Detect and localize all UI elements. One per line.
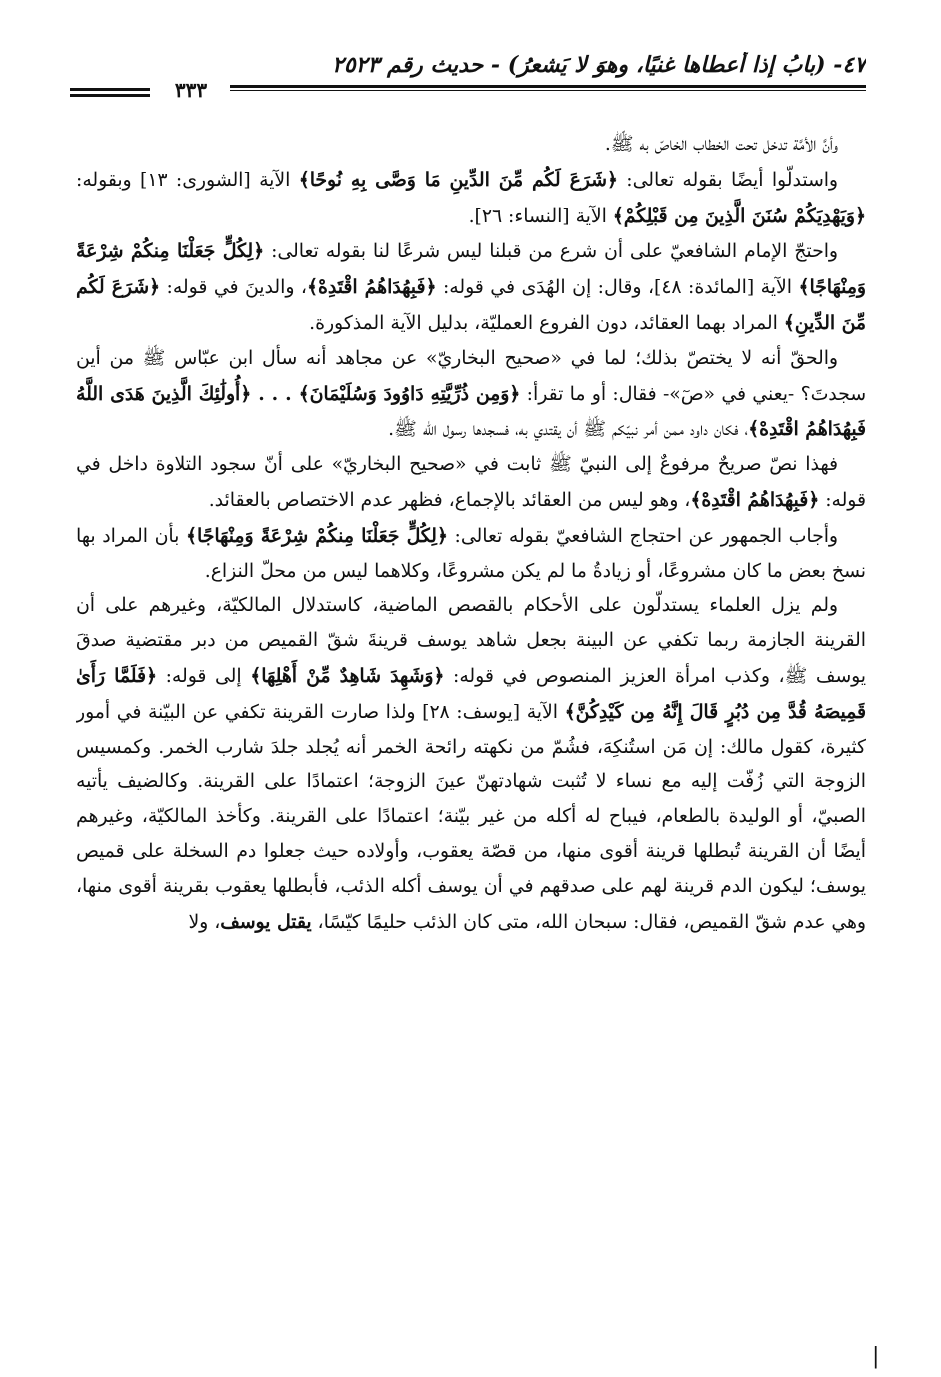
running-header — [70, 52, 866, 100]
text-run: والحقّ أنه لا يختصّ بذلك؛ لما في «صحيح البخاريّ» عن مجاهد أنه سأل ابن عبّاس ﷺ من أين سجدتَ؟ -يعني في «صٓ»- فقال: أو ما تقرأ: — [76, 347, 866, 405]
margin-mark: | — [872, 1344, 880, 1369]
text-run: ، فكان داود ممن أمر نبيّكم ﷺ أن يقتدي به، فسجدها رسول الله ﷺ. — [388, 419, 749, 441]
text-run: الآية [النساء: ٢٦]. — [468, 205, 613, 227]
paragraph — [76, 519, 866, 590]
quran-verse: ﴿وَشَهِدَ شَاهِدٌ مِّنْ أَهْلِهَا﴾ — [250, 664, 445, 687]
header-rule-thick — [230, 85, 866, 88]
paragraph — [76, 589, 866, 940]
text-run: بأن المراد بها نسخ بعض ما كان مشروعًا، أو زيادةُ ما لم يكن مشروعًا، وكلاهما ليس من محلّ النزاع. — [76, 525, 866, 582]
page-number: ٣٣٣ — [156, 78, 226, 102]
text-run: ، ولا — [188, 911, 221, 933]
quran-verse: يقتل يوسف — [220, 910, 312, 933]
text-run: الآية [يوسف: ٢٨] ولذا صارت القرينة تكفي عن البيّنة في أمور كثيرة، كقول مالك: إن مَن استُنكِهَ، فشُمّ من نكهته رائحة الخمر أنه يُجلد جلدَ شارب الخمر. وكمسيس الزوجة التي زُفّت إليه مع نساء لا تُثبت شهادتهنّ عينَ الزوجة؛ اعتمادًا على القرينة. وكالضيف يأتيه الصبيّ، أو الوليدة بالطعام، فيباح له أكله من غير بيّنة؛ اعتمادًا على القرينة. وكأخذ المالكيّة، وغيرهم أيضًا أن القرينة تُبطلها قرينة أقوى منها، من قصّة يعقوب، وأولاده حيث جعلوا دم السخلة على قميص يوسف؛ ليكون الدم قرينة لهم على صدقهم في أن يوسف أكله الذئب، فأبطلها يعقوب بقرينة أقوى منها، وهي عدم شقّ القميص، فقال: سبحان الله، متى كان الذئب حليمًا كيّسًا، — [76, 701, 866, 933]
text-run: ولم يزل العلماء يستدلّون على الأحكام بالقصص الماضية، كاستدلال المالكيّة، وغيرهم على أن القرينة الجازمة ربما تكفي عن البينة بجعل شاهد يوسف قرينةَ شقّ القميص من دبر مقتضية صدقَ يوسف ﷺ، وكذب امرأة العزيز المنصوص في قوله: — [76, 595, 866, 687]
header-rule-thin — [230, 90, 866, 91]
quran-verse: ﴿لِكُلٍّ جَعَلْنَا مِنكُمْ شِرْعَةً وَمِنْهَاجًا﴾ — [76, 240, 866, 299]
paragraph — [76, 163, 866, 235]
text-run: واستدلّوا أيضًا بقوله تعالى: — [617, 169, 839, 191]
quran-verse: ﴿فَبِهُدَاهُمُ اقْتَدِهْ﴾ — [690, 488, 820, 511]
quran-verse: ﴿وَمِن ذُرِّيَّتِهِ دَاوُودَ وَسُلَيْمَانَ﴾ . . . ﴿أُولَٰئِكَ الَّذِينَ هَدَى اللَّهُ فَبِهُدَاهُمُ اقْتَدِهْ﴾ — [76, 382, 866, 441]
paragraph — [76, 342, 866, 448]
text-run: المراد بهما العقائد، دون الفروع العمليّة، بدليل الآية المذكورة. — [309, 312, 784, 334]
text-run: الآية [الشورى: ١٣] وبقوله: — [76, 169, 299, 191]
text-run: ، وهو ليس من العقائد بالإجماع، فظهر عدم الاختصاص بالعقائد. — [208, 489, 691, 511]
text-run: إلى قوله: — [156, 665, 251, 687]
header-rule-left-lower — [70, 94, 150, 97]
quran-verse: ﴿وَيَهْدِيَكُمْ سُنَنَ الَّذِينَ مِن قَبْلِكُمْ﴾ — [612, 204, 866, 227]
main-text — [76, 128, 866, 1323]
text-run: ، والدينَ في قوله: — [160, 277, 307, 299]
quran-verse: ﴿فَبِهُدَاهُمُ اقْتَدِهْ﴾ — [307, 276, 437, 299]
text-run: وأجاب الجمهور عن احتجاج الشافعيّ بقوله تعالى: — [447, 525, 838, 547]
paragraph — [76, 448, 866, 519]
text-run: واحتجّ الإمام الشافعيّ على أن شرع من قبلنا ليس شرعًا لنا بقوله تعالى: — [264, 241, 838, 263]
quran-verse: ﴿شَرَعَ لَكُم مِّنَ الدِّينِ﴾ — [76, 276, 866, 334]
quran-verse: ﴿شَرَعَ لَكُم مِّنَ الدِّينِ مَا وَصَّى بِهِ نُوحًا﴾ — [298, 168, 618, 191]
header-rule-left-upper — [70, 88, 150, 91]
paragraph — [76, 234, 866, 341]
text-run: فهذا نصّ صريحٌ مرفوعٌ إلى النبيّ ﷺ ثابت في «صحيح البخاريّ» على أنّ سجود التلاوة داخل في قوله: — [76, 454, 866, 511]
quran-verse: ﴿فَلَمَّا رَأَىٰ قَمِيصَهُ قُدَّ مِن دُبُرٍ قَالَ إِنَّهُ مِن كَيْدِكُنَّ﴾ — [76, 664, 866, 723]
text-run: وأنَّ الأمَّة تدخل تحت الخطاب الخاصّ به ﷺ. — [604, 134, 838, 155]
quran-verse: ﴿لِكُلٍّ جَعَلْنَا مِنكُمْ شِرْعَةً وَمِنْهَاجًا﴾ — [186, 524, 448, 547]
paragraph — [76, 128, 866, 163]
text-run: الآية [المائدة: ٤٨]، وقال: إن الهُدَى في قوله: — [436, 277, 799, 299]
chapter-title: ٤٧- (بابُ إذا أعطاها غنيًا، وهوَ لا يَشعرُ) - حديث رقم ٢٥٢٣ — [332, 52, 866, 78]
